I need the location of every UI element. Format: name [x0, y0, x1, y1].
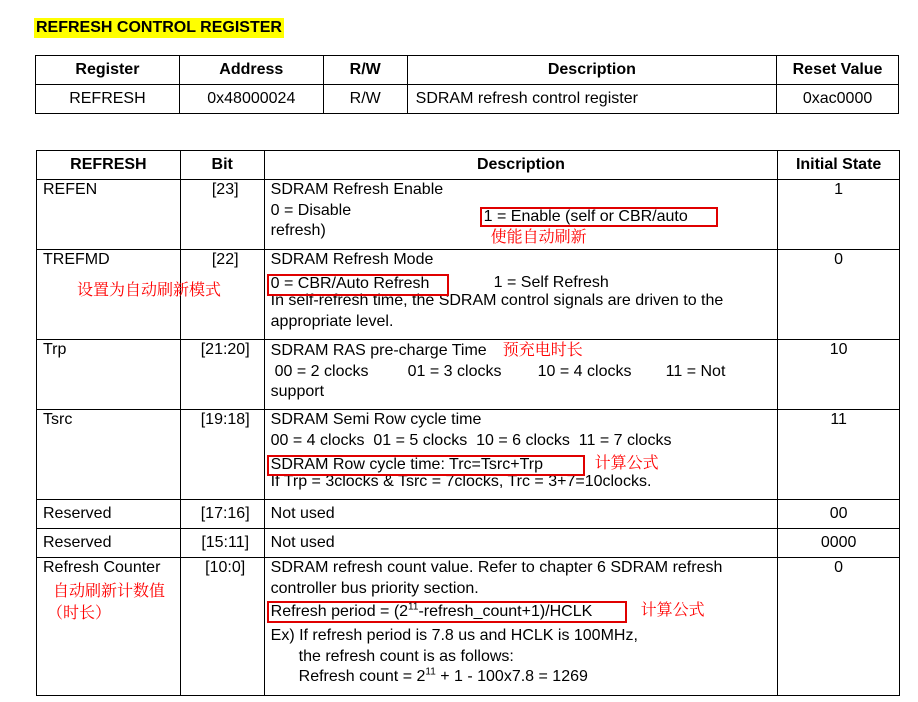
desc-line: support — [270, 383, 325, 400]
table-row — [37, 180, 900, 250]
desc-line-formula — [271, 599, 778, 626]
annotation-auto-refresh-mode: 设置为自动刷新模式 — [77, 280, 222, 299]
table-row — [37, 340, 900, 410]
bits-table — [36, 150, 900, 696]
field-description — [264, 558, 778, 696]
table-row — [37, 529, 900, 558]
option: 10 = 4 clocks — [537, 362, 632, 380]
highlight-box-period-formula — [267, 601, 627, 623]
field-name: Reserved — [37, 500, 181, 529]
formula-part: -refresh_count+1)/HCLK — [418, 603, 593, 620]
field-name — [37, 558, 181, 696]
header-rw: R/W — [323, 56, 407, 85]
field-init: 1 — [778, 180, 900, 250]
desc-line: SDRAM Refresh Enable — [270, 181, 444, 198]
field-description — [264, 410, 778, 500]
formula-part: + 1 - 100x7.8 = 1269 — [435, 668, 588, 685]
header-description: Description — [407, 56, 776, 85]
header-refresh: REFRESH — [37, 151, 181, 180]
desc-line: 00 = 4 clocks 01 = 5 clocks 10 = 6 clocks 11 = 7 clocks — [270, 431, 672, 449]
field-bit: [15:11] — [180, 529, 264, 558]
table-row — [36, 85, 899, 114]
header-bit: Bit — [180, 151, 264, 180]
field-init: 0 — [778, 558, 900, 696]
desc-line — [271, 340, 778, 362]
desc-line: SDRAM Refresh Mode — [270, 251, 434, 268]
option-self-refresh: 1 = Self Refresh — [493, 274, 609, 291]
table-row — [37, 500, 900, 529]
field-bit: [23] — [180, 180, 264, 250]
field-name — [37, 250, 222, 340]
field-bit: [19:18] — [180, 410, 264, 500]
header-reset-value: Reset Value — [777, 56, 899, 85]
desc-line: In self-refresh time, the SDRAM control signals are driven to the — [270, 292, 724, 309]
option: 11 = Not — [665, 362, 726, 380]
formula-exponent: 11 — [408, 601, 419, 613]
desc-line: refresh) — [270, 222, 326, 239]
option: 00 = 2 clocks — [274, 362, 369, 380]
field-description — [264, 180, 778, 250]
formula-exponent: 11 — [425, 666, 436, 678]
register-address: 0x48000024 — [179, 85, 323, 114]
register-name: REFRESH — [36, 85, 180, 114]
highlight-box-enable: 1 = Enable (self or CBR/auto — [480, 207, 718, 227]
field-name-text: TREFMD — [43, 251, 110, 268]
desc-line-options — [271, 271, 778, 292]
highlight-box-trc-formula: SDRAM Row cycle time: Trc=Tsrc+Trp — [267, 455, 585, 476]
field-init: 10 — [778, 340, 900, 410]
desc-text: SDRAM RAS pre-charge Time — [270, 342, 487, 359]
annotation-duration: （时长） — [47, 602, 112, 622]
field-description — [264, 340, 778, 410]
desc-line: the refresh count is as follows: — [298, 647, 514, 665]
field-description — [264, 250, 778, 340]
formula-part: Refresh count = 2 — [298, 668, 426, 685]
table-row — [37, 558, 900, 696]
desc-line-options — [271, 362, 778, 383]
field-description: Not used — [264, 500, 778, 529]
annotation-refresh-count: 自动刷新计数值 — [53, 580, 166, 600]
register-description: SDRAM refresh control register — [407, 85, 776, 114]
formula-part: Refresh period = (2 — [270, 603, 409, 620]
desc-line: appropriate level. — [270, 312, 394, 330]
desc-line-formula — [271, 451, 778, 472]
header-address: Address — [179, 56, 323, 85]
desc-line: If Trp = 3clocks & Tsrc = 7clocks, Trc = 3+7=10clocks. — [270, 472, 652, 490]
bits-header-row — [37, 151, 900, 180]
annotation-formula: 计算公式 — [594, 453, 659, 472]
highlight-box-cbr: 0 = CBR/Auto Refresh — [267, 274, 449, 296]
register-table — [35, 55, 899, 114]
desc-line: SDRAM Semi Row cycle time — [270, 411, 482, 428]
desc-line: Ex) If refresh period is 7.8 us and HCLK is 100MHz, — [270, 627, 638, 644]
field-name: Reserved — [37, 529, 181, 558]
field-name: Trp — [37, 340, 181, 410]
field-name: Tsrc — [37, 410, 181, 500]
desc-line — [271, 667, 778, 688]
header-register: Register — [36, 56, 180, 85]
annotation-enable-auto-refresh: 使能自动刷新 — [490, 227, 587, 246]
field-init: 0000 — [778, 529, 900, 558]
option: 01 = 3 clocks — [407, 362, 502, 380]
table-row — [37, 410, 900, 500]
field-description: Not used — [264, 529, 778, 558]
field-name-text: Refresh Counter — [43, 559, 161, 576]
desc-line: SDRAM refresh count value. Refer to chapter 6 SDRAM refresh — [270, 559, 723, 576]
field-init: 0 — [778, 250, 900, 340]
desc-line: controller bus priority section. — [270, 579, 479, 597]
field-init: 00 — [778, 500, 900, 529]
header-initial-state: Initial State — [778, 151, 900, 180]
section-title: REFRESH CONTROL REGISTER — [36, 19, 282, 36]
header-desc: Description — [264, 151, 778, 180]
annotation-formula: 计算公式 — [640, 600, 705, 619]
field-init: 11 — [778, 410, 900, 500]
annotation-precharge-time: 预充电时长 — [502, 340, 583, 359]
desc-line: 0 = Disable — [270, 201, 352, 219]
register-header-row — [36, 56, 899, 85]
register-rw: R/W — [323, 85, 407, 114]
table-row — [37, 250, 900, 340]
field-name: REFEN — [37, 180, 181, 250]
field-bit: [22] — [180, 250, 264, 340]
field-bit: [21:20] — [180, 340, 264, 410]
register-reset: 0xac0000 — [777, 85, 899, 114]
field-bit: [10:0] — [180, 558, 264, 696]
field-bit: [17:16] — [180, 500, 264, 529]
